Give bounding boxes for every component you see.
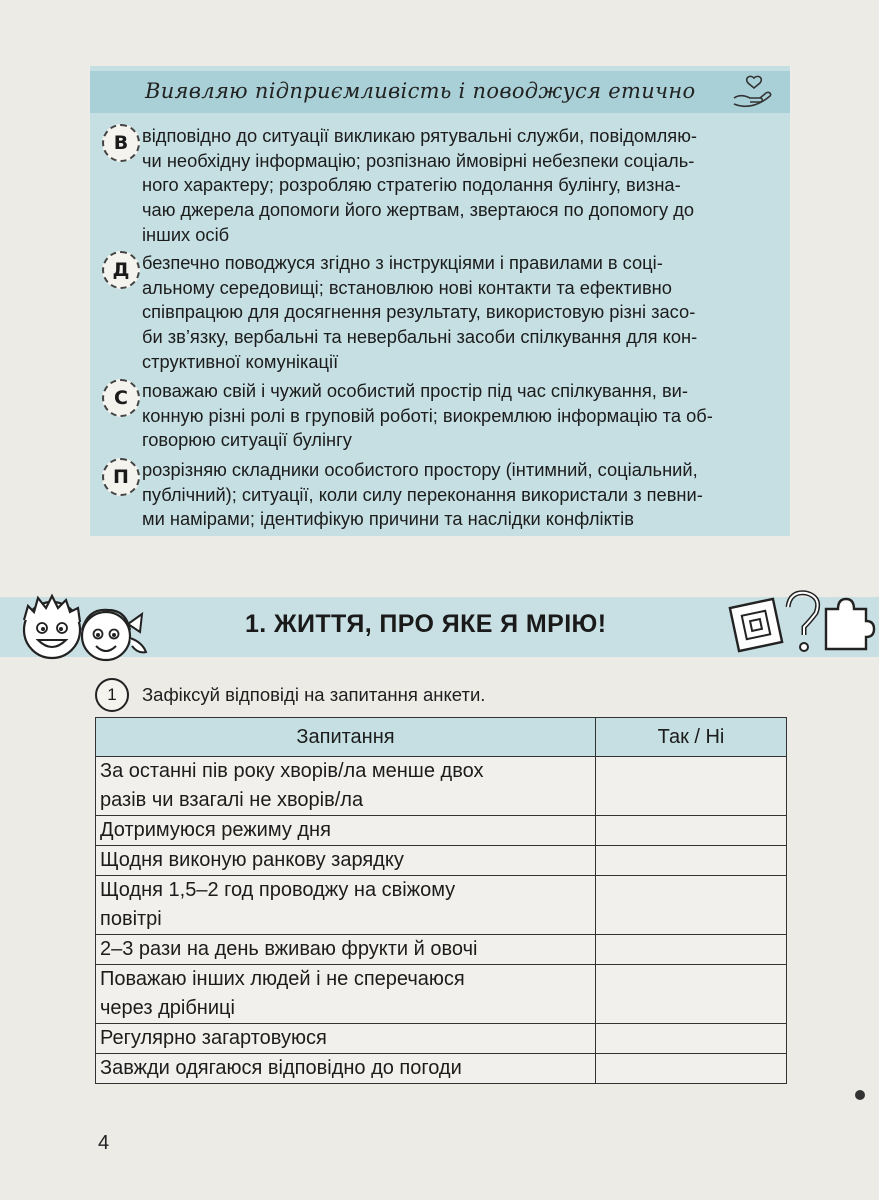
- competency-text: відповідно до ситуації викликаю рятувальні служби, повідомляю- чи необхідну інформацію; розпізнаю ймовірні небезпеки соціаль- ного характеру; розробляю стратегію подолання булінгу, визна- чаю джерела допомоги його жертвам, звертаюся по допомогу до інших осіб: [142, 125, 698, 245]
- competency-text: безпечно поводжуся згідно з інструкціями і правилами в соці- альному середовищі; встановлюю нові контакти та ефективно співпрацюю для досягнення результату, використовую різні засо- би зв’язку, вербальні та невербальні засоби спілкування для кон- структивної комунікації: [142, 252, 698, 372]
- column-header-answer: Так / Ні: [596, 718, 787, 757]
- answer-cell[interactable]: [596, 965, 787, 1024]
- answer-cell[interactable]: [596, 935, 787, 965]
- table-row: [96, 816, 787, 846]
- letter-badge: В: [102, 124, 140, 162]
- question-cell: Завжди одягаюся відповідно до погоди: [96, 1054, 596, 1084]
- answer-cell[interactable]: [596, 1024, 787, 1054]
- question-cell: Регулярно загартовуюся: [96, 1024, 596, 1054]
- task-number: 1: [95, 678, 129, 712]
- competencies-title: Виявляю підприємливість і поводжуся етично: [145, 79, 696, 103]
- table-row: [96, 1024, 787, 1054]
- letter-badge: С: [102, 379, 140, 417]
- question-cell: Дотримуюся режиму дня: [96, 816, 596, 846]
- table-row: [96, 876, 787, 935]
- letter-badge: Д: [102, 251, 140, 289]
- answer-cell[interactable]: [596, 816, 787, 846]
- margin-dot: [855, 1090, 865, 1100]
- task-instruction: Зафіксуй відповіді на запитання анкети.: [142, 684, 486, 705]
- puzzle-question-icon: [726, 585, 876, 660]
- survey-table: [95, 717, 787, 1084]
- section-title: 1. ЖИТТЯ, ПРО ЯКЕ Я МРІЮ!: [245, 610, 607, 638]
- table-header-row: [96, 718, 787, 757]
- answer-cell[interactable]: [596, 876, 787, 935]
- question-cell: 2–3 рази на день вживаю фрукти й овочі: [96, 935, 596, 965]
- column-header-question: Запитання: [96, 718, 596, 757]
- competency-text: розрізняю складники особистого простору (інтимний, соціальний, публічний); ситуації, коли силу переконання використали з певни- ми намірами; ідентифікую причини та наслідки конфліктів: [142, 459, 703, 530]
- letter-badge: П: [102, 458, 140, 496]
- competencies-header: [90, 71, 790, 113]
- competencies-box: [90, 66, 790, 536]
- question-cell: За останні пів року хворів/ла менше двох разів чи взагалі не хворів/ла: [96, 757, 596, 816]
- page-number: 4: [98, 1132, 110, 1154]
- table-row: [96, 846, 787, 876]
- competency-text: поважаю свій і чужий особистий простір під час спілкування, ви- конную різні ролі в груповій роботі; виокремлюю інформацію та об- говорюю ситуації булінгу: [142, 380, 713, 451]
- answer-cell[interactable]: [596, 757, 787, 816]
- kids-faces-icon: [8, 580, 150, 666]
- table-row: [96, 1054, 787, 1084]
- question-cell: Щодня 1,5–2 год проводжу на свіжому повітрі: [96, 876, 596, 935]
- question-cell: Поважаю інших людей і не сперечаюся через дрібниці: [96, 965, 596, 1024]
- table-row: [96, 935, 787, 965]
- table-row: [96, 757, 787, 816]
- question-cell: Щодня виконую ранкову зарядку: [96, 846, 596, 876]
- hands-heart-icon: [730, 74, 774, 110]
- answer-cell[interactable]: [596, 1054, 787, 1084]
- answer-cell[interactable]: [596, 846, 787, 876]
- table-row: [96, 965, 787, 1024]
